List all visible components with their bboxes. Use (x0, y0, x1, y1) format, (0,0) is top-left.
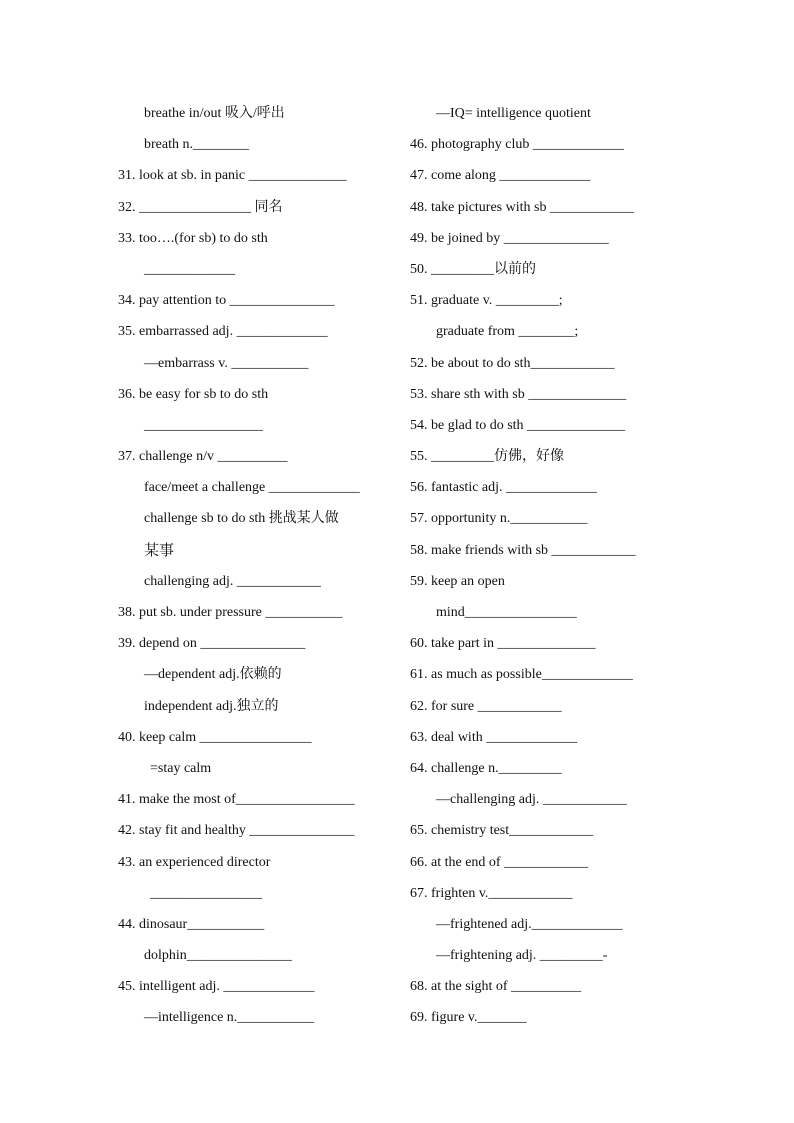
vocab-line: 40. keep calm ________________ (118, 729, 312, 745)
vocab-line: —challenging adj. ____________ (436, 792, 627, 808)
vocab-line: _________________ (144, 417, 263, 433)
vocab-line: mind________________ (436, 605, 577, 620)
vocab-line: 53. share sth with sb ______________ (410, 386, 627, 402)
vocab-line: 42. stay fit and healthy _______________ (118, 823, 355, 839)
vocab-line: 48. take pictures with sb ____________ (410, 199, 634, 215)
vocab-line: 54. be glad to do sth ______________ (410, 417, 626, 433)
vocab-line: 36. be easy for sb to do sth (118, 386, 269, 402)
vocab-line: challenge sb to do sth 挑战某人做 (144, 511, 339, 527)
vocab-line: 39. depend on _______________ (118, 636, 306, 652)
left-column (118, 98, 398, 1034)
vocab-line: ________________ (150, 885, 262, 901)
vocab-line: —frightened adj._____________ (436, 916, 623, 932)
vocab-line: —dependent adj.依赖的 (144, 667, 282, 683)
vocab-line: 57. opportunity n.___________ (410, 511, 588, 527)
vocab-line: challenging adj. ____________ (144, 573, 321, 589)
vocab-line: 44. dinosaur___________ (118, 916, 265, 932)
vocab-line: 61. as much as possible_____________ (410, 667, 633, 683)
vocab-line: 67. frighten v.____________ (410, 885, 573, 901)
vocab-line: 49. be joined by _______________ (410, 230, 609, 246)
right-column (410, 98, 700, 1034)
vocab-line: 50. _________以前的 (410, 261, 536, 277)
vocab-line: 34. pay attention to _______________ (118, 293, 335, 309)
vocab-line: dolphin_______________ (144, 948, 292, 964)
vocab-line: 32. ________________ 同名 (118, 199, 283, 215)
vocab-line: —frightening adj. _________- (436, 948, 608, 964)
vocab-line: 69. figure v._______ (410, 1010, 527, 1026)
vocab-line: 45. intelligent adj. _____________ (118, 979, 315, 995)
vocab-line: 43. an experienced director (118, 854, 271, 870)
vocab-line: 46. photography club _____________ (410, 137, 624, 153)
vocab-line: 33. too….(for sb) to do sth (118, 230, 268, 246)
vocab-line: 66. at the end of ____________ (410, 854, 589, 870)
vocab-line: graduate from ________; (436, 324, 579, 340)
vocab-line: independent adj.独立的 (144, 698, 279, 714)
vocab-line: 64. challenge n._________ (410, 760, 562, 776)
vocab-line: face/meet a challenge _____________ (144, 480, 360, 496)
vocab-line: 41. make the most of_________________ (118, 792, 355, 808)
vocab-line: 38. put sb. under pressure ___________ (118, 605, 343, 620)
vocab-line: —IQ= intelligence quotient (436, 106, 591, 121)
vocab-line: —intelligence n.___________ (144, 1010, 315, 1026)
vocab-line: =stay calm (150, 760, 212, 776)
vocab-line: breath n.________ (144, 137, 249, 153)
vocab-line: —embarrass v. ___________ (144, 355, 309, 371)
vocab-line: 59. keep an open (410, 573, 505, 589)
vocab-line: 63. deal with _____________ (410, 729, 578, 745)
vocab-line: breathe in/out 吸入/呼出 (144, 106, 285, 121)
vocab-line: 56. fantastic adj. _____________ (410, 480, 598, 496)
vocab-line: 51. graduate v. _________; (410, 293, 563, 309)
vocab-line: 52. be about to do sth____________ (410, 355, 615, 371)
vocab-line: 62. for sure ____________ (410, 698, 562, 714)
vocab-line: 37. challenge n/v __________ (118, 449, 288, 465)
vocab-line: 65. chemistry test____________ (410, 823, 594, 839)
vocab-line: 55. _________仿佛，好像 (410, 449, 564, 465)
vocab-line: 35. embarrassed adj. _____________ (118, 324, 328, 340)
vocab-line: 某事 (144, 540, 175, 559)
vocab-line: 58. make friends with sb ____________ (410, 542, 636, 558)
vocab-line: _____________ (144, 261, 235, 277)
vocab-line: 31. look at sb. in panic ______________ (118, 168, 347, 184)
vocab-line: 47. come along _____________ (410, 168, 591, 184)
vocab-line: 60. take part in ______________ (410, 636, 596, 652)
vocab-line: 68. at the sight of __________ (410, 979, 582, 995)
